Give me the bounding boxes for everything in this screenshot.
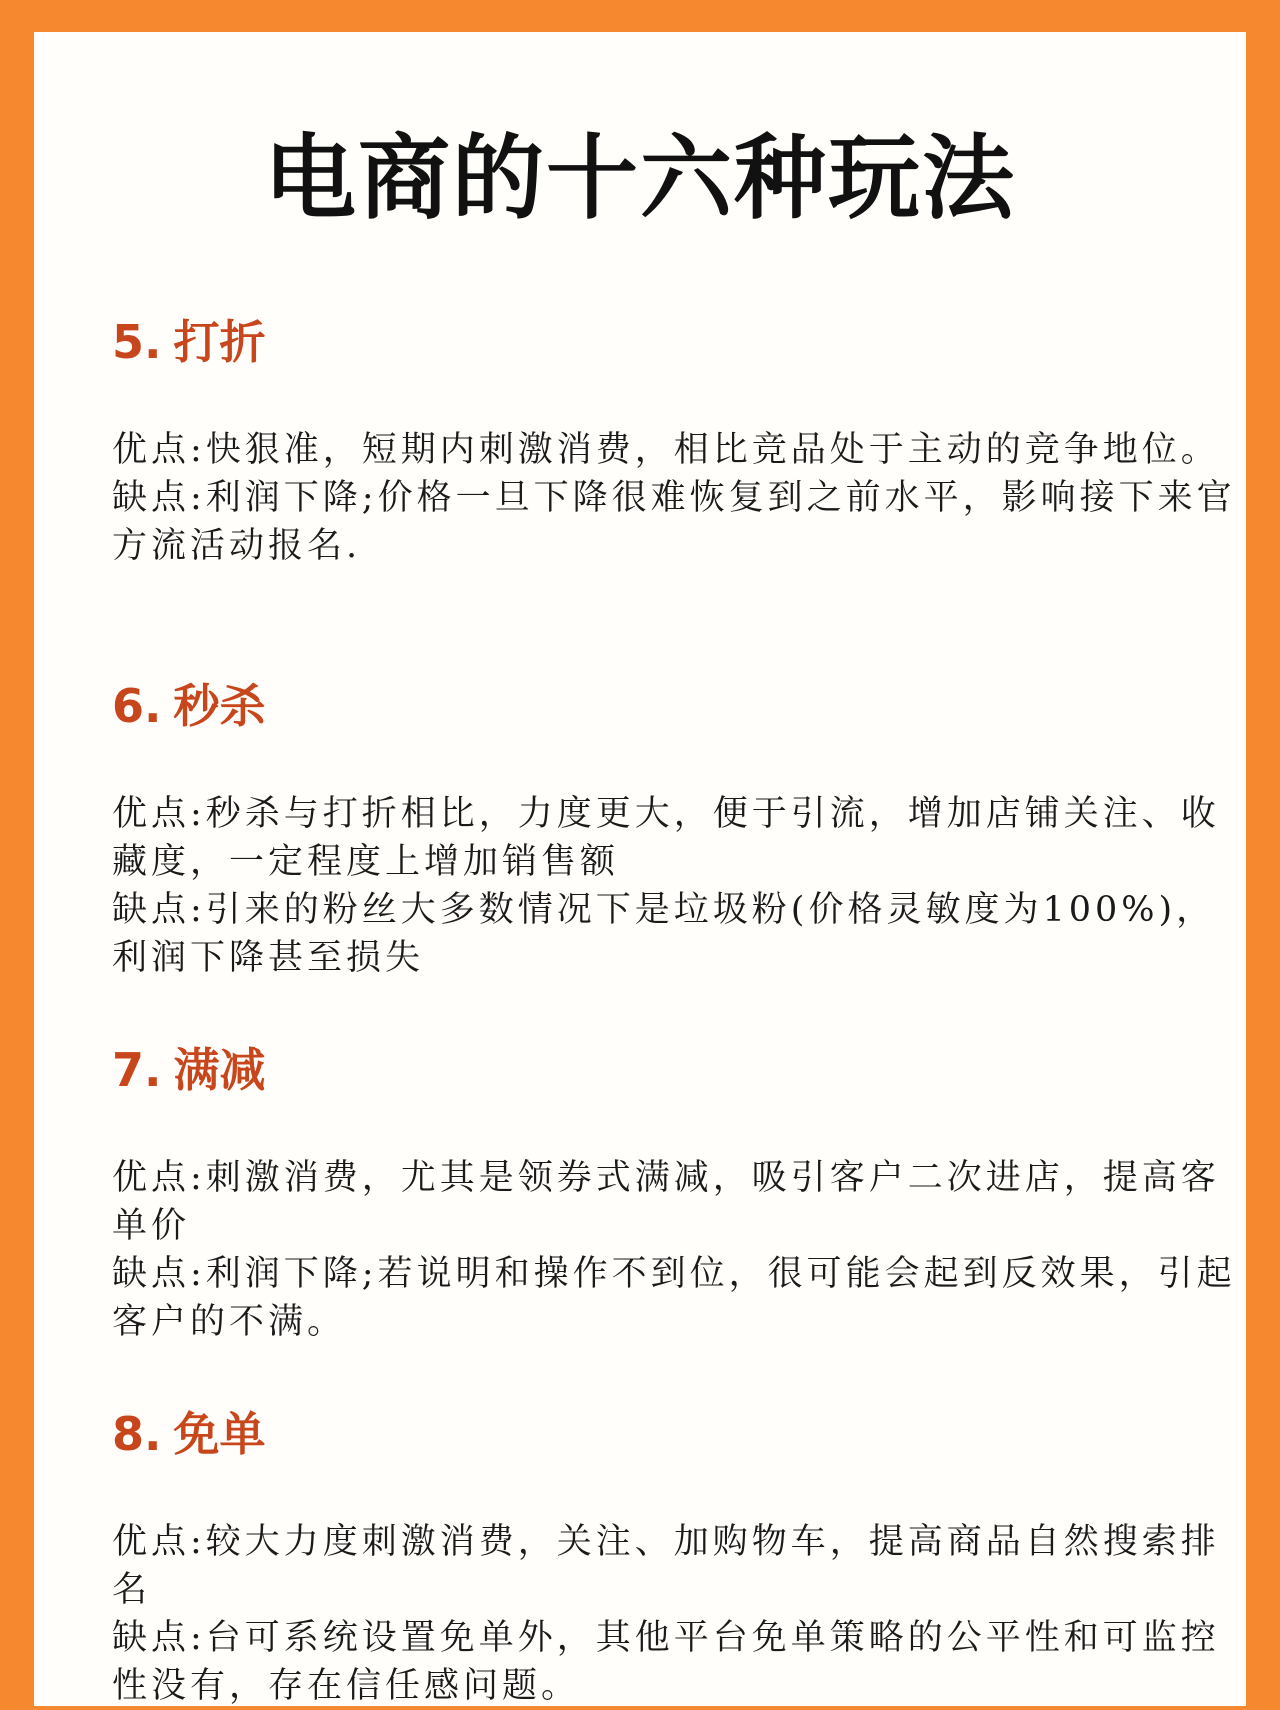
page-title: 电商的十六种玩法 [263,125,1016,232]
cons-text: 缺点:利润下降;若说明和操作不到位，很可能会起到反效果，引起客户的不满。 [112,1254,1236,1342]
cons-text: 缺点:引来的粉丝大多数情况下是垃圾粉(价格灵敏度为100%)，利润下降甚至损失 [112,890,1216,978]
section-body [112,1518,1242,1710]
section-heading [112,678,1242,734]
cons-text: 缺点:利润下降;价格一旦下降很难恢复到之前水平，影响接下来官方流活动报名. [112,478,1236,566]
section-heading [112,314,1242,370]
section-heading-text: 打折 [173,315,266,369]
section-free-order [112,1406,1242,1710]
section-body [112,1154,1242,1346]
section-heading-text: 秒杀 [173,679,266,733]
section-number: 6. [112,679,162,733]
section-body [112,426,1242,570]
content-card [34,32,1246,1706]
cons-text: 缺点:台可系统设置免单外，其他平台免单策略的公平性和可监控性没有，存在信任感问题。 [112,1618,1220,1706]
section-heading-text: 满减 [173,1043,266,1097]
section-heading-text: 免单 [173,1407,266,1461]
pros-text: 优点:较大力度刺激消费，关注、加购物车，提高商品自然搜索排名 [112,1522,1220,1610]
section-number: 8. [112,1407,162,1461]
pros-text: 优点:快狠准，短期内刺激消费，相比竞品处于主动的竞争地位。 [112,430,1220,470]
pros-text: 优点:秒杀与打折相比，力度更大，便于引流，增加店铺关注、收藏度，一定程度上增加销售额 [112,794,1220,882]
section-heading [112,1042,1242,1098]
section-number: 5. [112,315,162,369]
section-body [112,790,1242,982]
section-flash-sale [112,678,1242,982]
section-full-reduction [112,1042,1242,1346]
section-heading [112,1406,1242,1462]
section-discount [112,314,1242,570]
section-number: 7. [112,1043,162,1097]
pros-text: 优点:刺激消费，尤其是领券式满减，吸引客户二次进店，提高客单价 [112,1158,1220,1246]
